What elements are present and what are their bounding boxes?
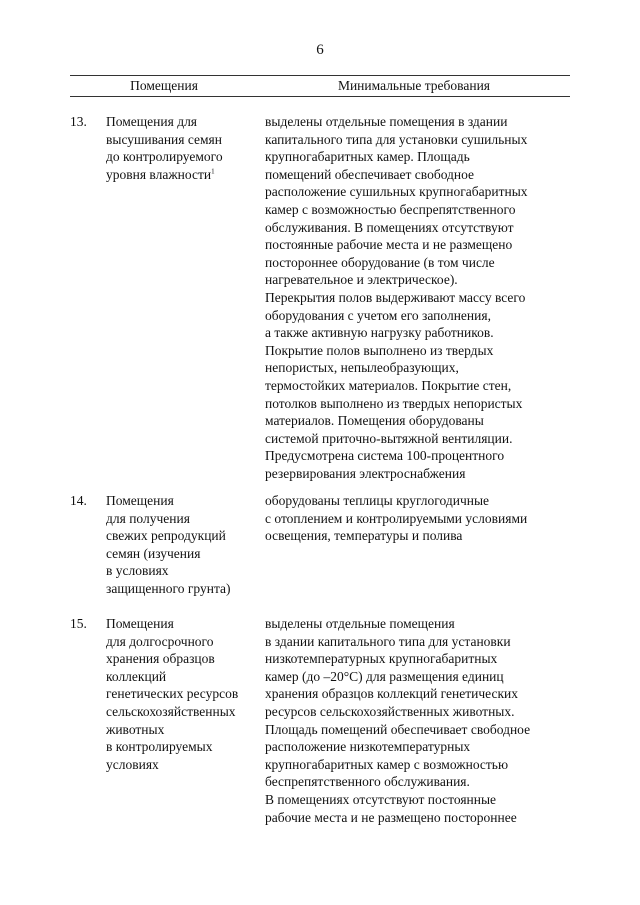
page-number: 6 <box>316 42 324 58</box>
premises-name-line: свежих репродукций <box>106 528 226 544</box>
requirement-line: а также активную нагрузку работников. <box>265 325 494 341</box>
row-number: 13. <box>70 114 87 129</box>
requirement-line: непористых, непылеобразующих, <box>265 360 459 376</box>
footnote-marker: 1 <box>211 167 215 176</box>
premises-name-line: Помещения для <box>106 114 198 129</box>
requirements-text <box>265 492 570 545</box>
premises-name-line: условиях <box>106 756 159 772</box>
requirement-line: нагревательное и электрическое). <box>265 272 458 288</box>
premises-name <box>106 113 258 183</box>
requirement-line: низкотемпературных крупногабаритных <box>265 651 498 667</box>
requirement-line: оборудованы теплицы круглогодичные <box>265 493 490 508</box>
table-header-bottom-rule <box>70 96 570 97</box>
requirement-line: помещений обеспечивает свободное <box>265 166 475 182</box>
requirement-line: беспрепятственного обслуживания. <box>265 774 470 790</box>
requirement-line: капитального типа для установки сушильных <box>265 131 528 147</box>
requirement-line: рабочие места и не размещено постороннее <box>265 809 517 825</box>
requirement-line: материалов. Помещения оборудованы <box>265 413 484 429</box>
requirements-text <box>265 615 570 826</box>
requirement-line: крупногабаритных камер с возможностью <box>265 756 509 772</box>
requirement-line: обслуживания. В помещениях отсутствуют <box>265 219 514 235</box>
requirement-line: В помещениях отсутствуют постоянные <box>265 791 497 807</box>
table-header-premises: Помещения <box>130 78 198 93</box>
premises-name-line: коллекций <box>106 668 167 684</box>
requirement-line: расположение сушильных крупногабаритных <box>265 184 528 200</box>
requirement-line: постоянные рабочие места и не размещено <box>265 237 513 253</box>
premises-name-line: животных <box>106 721 165 737</box>
requirements-text <box>265 113 570 482</box>
premises-name-line: до контролируемого <box>106 149 223 165</box>
requirement-line: Покрытие полов выполнено из твердых <box>265 342 494 358</box>
row-number: 14. <box>70 493 87 508</box>
premises-name-line: высушивания семян <box>106 131 222 147</box>
premises-name-line: для долгосрочного <box>106 633 214 649</box>
requirement-line: выделены отдельные помещения <box>265 616 455 631</box>
table-header-top-rule <box>70 75 570 76</box>
row-number: 15. <box>70 616 87 631</box>
premises-name-line: семян (изучения <box>106 545 201 561</box>
requirement-line: Предусмотрена система 100-процентного <box>265 448 505 464</box>
requirement-line: ресурсов сельскохозяйственных животных. <box>265 703 515 719</box>
requirement-line: выделены отдельные помещения в здании <box>265 114 508 129</box>
requirement-line: Перекрытия полов выдерживают массу всего <box>265 289 526 305</box>
premises-name-line-with-footnote <box>106 166 258 184</box>
requirement-line: системой приточно-вытяжной вентиляции. <box>265 430 513 446</box>
requirement-line: оборудования с учетом его заполнения, <box>265 307 491 323</box>
requirement-line: камер (до –20°C) для размещения единиц <box>265 668 504 684</box>
premises-name <box>106 492 258 598</box>
requirement-line: потолков выполнено из твердых непористых <box>265 395 523 411</box>
premises-name-line: генетических ресурсов <box>106 686 239 702</box>
premises-name-line: в контролируемых <box>106 739 213 755</box>
requirement-line: освещения, температуры и полива <box>265 528 463 544</box>
requirement-line: с отоплением и контролируемыми условиями <box>265 510 528 526</box>
requirement-line: хранения образцов коллекций генетических <box>265 686 519 702</box>
premises-name-line: в условиях <box>106 563 169 579</box>
premises-name-line: Помещения <box>106 493 174 508</box>
premises-name-line: Помещения <box>106 616 174 631</box>
premises-name-line: хранения образцов <box>106 651 215 667</box>
premises-name <box>106 615 258 773</box>
table-header-requirements: Минимальные требования <box>337 78 491 93</box>
requirement-line: камер с возможностью беспрепятственного <box>265 201 516 217</box>
requirement-line: в здании капитального типа для установки <box>265 633 511 649</box>
requirement-line: Площадь помещений обеспечивает свободное <box>265 721 531 737</box>
premises-name-line: сельскохозяйственных <box>106 703 236 719</box>
requirement-line: расположение низкотемпературных <box>265 739 471 755</box>
premises-name-line: для получения <box>106 510 190 526</box>
requirement-line: крупногабаритных камер. Площадь <box>265 149 470 165</box>
premises-name-line: защищенного грунта) <box>106 580 231 596</box>
requirement-line: постороннее оборудование (в том числе <box>265 254 495 270</box>
requirement-line: резервирования электроснабжения <box>265 465 466 481</box>
requirement-line: термостойких материалов. Покрытие стен, <box>265 377 512 393</box>
premises-name-line: уровня влажности <box>106 166 212 182</box>
